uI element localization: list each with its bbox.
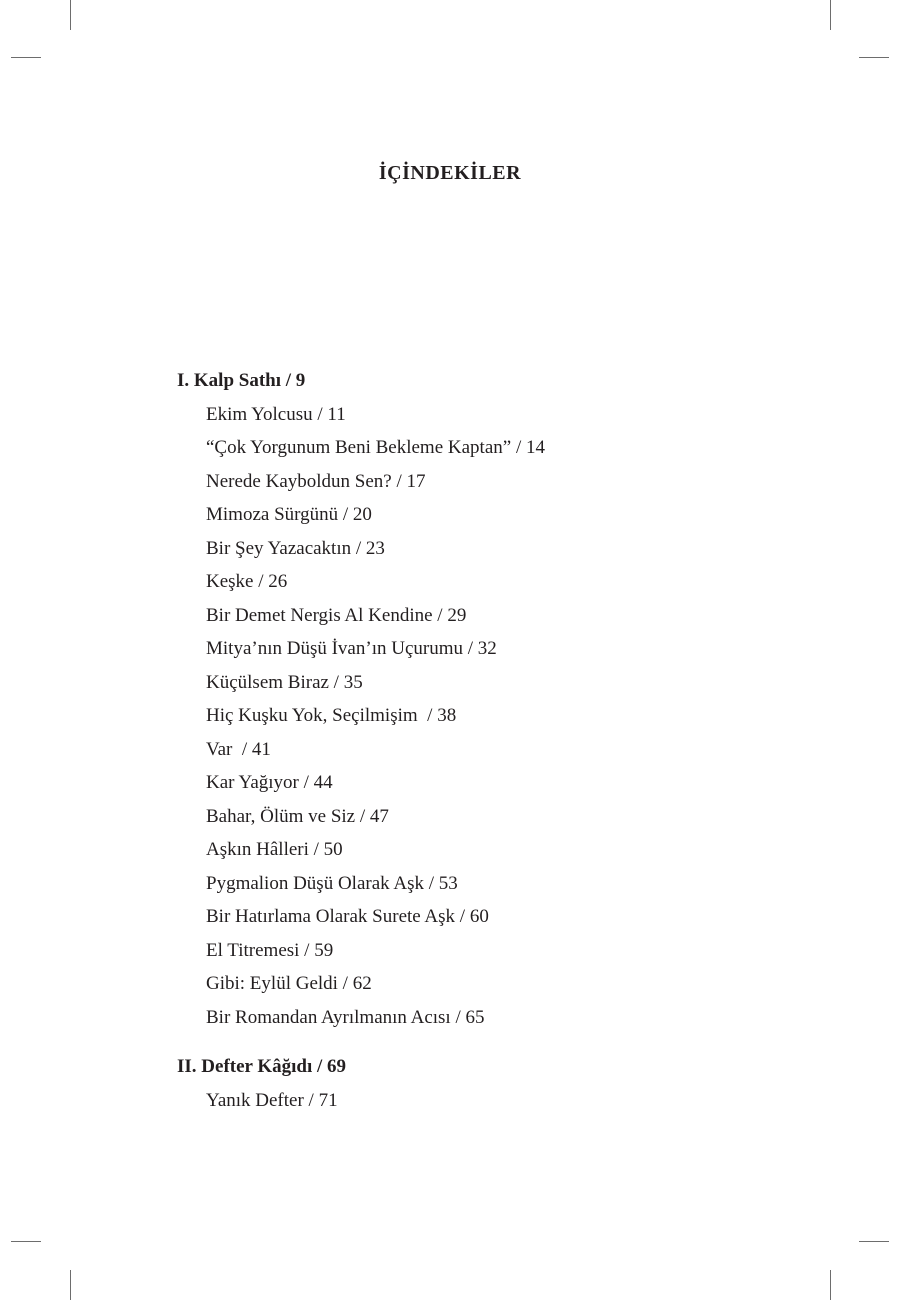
- toc-entry: Pygmalion Düşü Olarak Aşk / 53: [206, 872, 458, 894]
- toc-entry: Mimoza Sürgünü / 20: [206, 504, 372, 525]
- toc-section-2: [177, 1050, 777, 1117]
- crop-mark-top-right-horizontal: [859, 57, 889, 58]
- table-of-contents: [177, 364, 777, 1117]
- crop-mark-top-left-vertical: [70, 0, 71, 30]
- toc-entry: Bir Demet Nergis Al Kendine / 29: [206, 604, 467, 626]
- toc-entry: El Titremesi / 59: [206, 939, 334, 961]
- crop-mark-top-right-vertical: [830, 0, 831, 30]
- entry-list: [177, 1084, 777, 1118]
- toc-entry: Mitya’nın Düşü İvan’ın Uçurumu / 32: [206, 638, 497, 659]
- toc-entry: Aşkın Hâlleri / 50: [206, 839, 343, 860]
- toc-entry: Bahar, Ölüm ve Siz / 47: [206, 805, 389, 827]
- toc-section-1: [177, 364, 777, 1034]
- crop-mark-bottom-right-horizontal: [859, 1241, 889, 1242]
- crop-mark-bottom-left-horizontal: [11, 1241, 41, 1242]
- toc-entry: “Çok Yorgunum Beni Bekleme Kaptan” / 14: [206, 437, 545, 458]
- crop-mark-top-left-horizontal: [11, 57, 41, 58]
- page-title: İÇİNDEKİLER: [378, 162, 522, 184]
- toc-entry: Küçülsem Biraz / 35: [206, 671, 363, 693]
- section-heading: I. Kalp Sathı / 9: [177, 370, 306, 391]
- toc-entry: Hiç Kuşku Yok, Seçilmişim / 38: [206, 705, 457, 726]
- toc-entry: Gibi: Eylül Geldi / 62: [206, 973, 372, 994]
- toc-entry: Keşke / 26: [206, 571, 288, 592]
- entry-list: [177, 398, 777, 1035]
- toc-entry: Kar Yağıyor / 44: [206, 772, 333, 793]
- section-heading: II. Defter Kâğıdı / 69: [177, 1056, 347, 1077]
- toc-entry: Var / 41: [206, 738, 271, 760]
- toc-entry: Nerede Kayboldun Sen? / 17: [206, 470, 426, 492]
- toc-entry: Bir Hatırlama Olarak Surete Aşk / 60: [206, 906, 489, 927]
- toc-entry: Bir Romandan Ayrılmanın Acısı / 65: [206, 1006, 485, 1028]
- toc-entry: Ekim Yolcusu / 11: [206, 403, 346, 425]
- toc-entry: Bir Şey Yazacaktın / 23: [206, 537, 385, 559]
- crop-mark-bottom-left-vertical: [70, 1270, 71, 1300]
- toc-entry: Yanık Defter / 71: [206, 1089, 338, 1111]
- crop-mark-bottom-right-vertical: [830, 1270, 831, 1300]
